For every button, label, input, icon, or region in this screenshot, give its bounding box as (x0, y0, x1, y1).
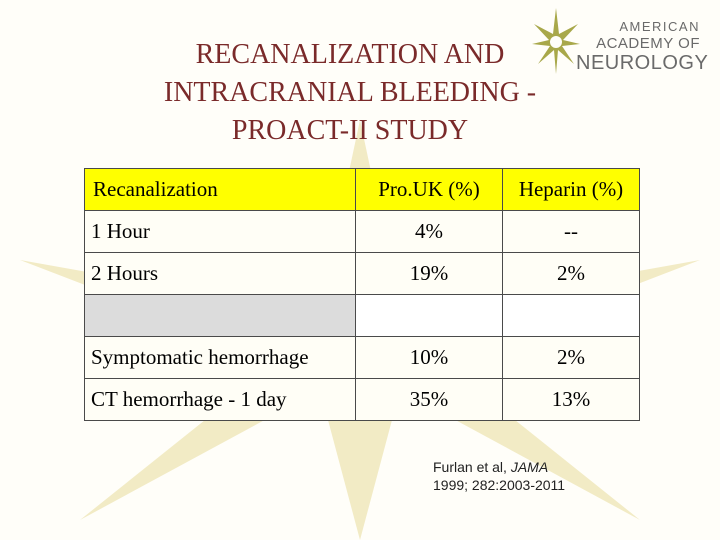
citation (433, 458, 565, 494)
row-label: 2 Hours (85, 253, 356, 295)
table-row (85, 337, 640, 379)
prouk-value: 35% (356, 379, 503, 421)
citation-journal: JAMA (510, 459, 549, 475)
heparin-value (503, 295, 640, 337)
prouk-value: 10% (356, 337, 503, 379)
heparin-value: -- (503, 211, 640, 253)
slide-title (100, 36, 600, 150)
prouk-value: 4% (356, 211, 503, 253)
header-cell-recanalization: Recanalization (85, 169, 356, 211)
title-line-3: PROACT-II STUDY (231, 115, 469, 146)
logo-line-american: AMERICAN (619, 19, 700, 34)
heparin-value: 13% (503, 379, 640, 421)
prouk-value (356, 295, 503, 337)
citation-authors: Furlan et al, (433, 459, 511, 475)
results-table (84, 168, 640, 421)
prouk-value: 19% (356, 253, 503, 295)
citation-details: 1999; 282:2003-2011 (433, 477, 566, 493)
logo-line-academy-of: ACADEMY OF (596, 35, 700, 52)
table-header-row (85, 169, 640, 211)
row-label: 1 Hour (85, 211, 356, 253)
heparin-value: 2% (503, 337, 640, 379)
heparin-value: 2% (503, 253, 640, 295)
row-label: CT hemorrhage - 1 day (85, 379, 356, 421)
row-label: Symptomatic hemorrhage (85, 337, 356, 379)
title-line-2: INTRACRANIAL BLEEDING - (163, 77, 537, 108)
table-row (85, 379, 640, 421)
title-line-1: RECANALIZATION AND (195, 39, 505, 70)
row-label (85, 295, 356, 337)
citation-line-1 (433, 458, 565, 476)
table-row (85, 253, 640, 295)
header-cell-heparin: Heparin (%) (503, 169, 640, 211)
header-cell-prouk: Pro.UK (%) (356, 169, 503, 211)
table-row (85, 211, 640, 253)
logo-line-neurology: NEUROLOGY (576, 52, 709, 74)
table-spacer-row (85, 295, 640, 337)
